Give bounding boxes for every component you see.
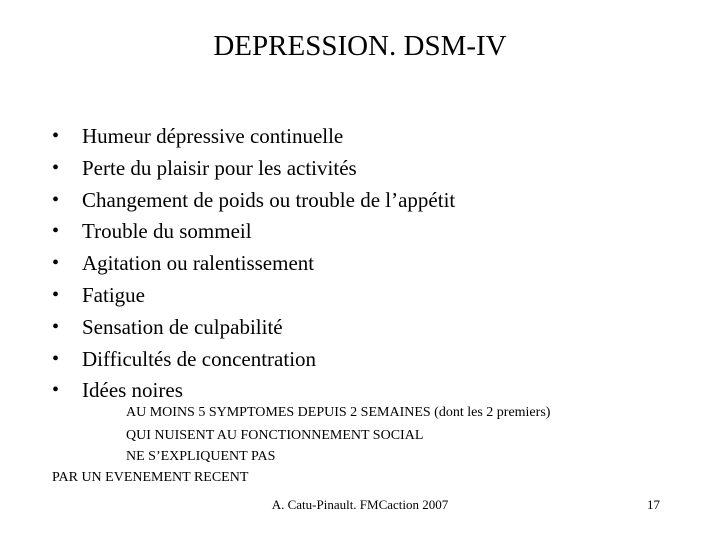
criteria-note-duration: AU MOINS 5 SYMPTOMES DEPUIS 2 SEMAINES (dont les 2 premiers) bbox=[126, 405, 551, 420]
bullet-icon: • bbox=[52, 315, 60, 338]
list-item-text: Idées noires bbox=[82, 378, 183, 403]
bullet-icon: • bbox=[52, 283, 60, 306]
footer-credit: A. Catu-Pinault. FMCaction 2007 bbox=[271, 497, 449, 512]
bullet-icon: • bbox=[52, 125, 60, 147]
bullet-icon: • bbox=[52, 379, 60, 402]
bullet-icon: • bbox=[52, 188, 60, 211]
list-item-text: Perte du plaisir pour les activités bbox=[82, 155, 357, 180]
bullet-icon: • bbox=[52, 156, 60, 179]
criteria-note-event: PAR UN EVENEMENT RECENT bbox=[52, 470, 249, 485]
list-item-text: Changement de poids ou trouble de l’appétit bbox=[82, 187, 456, 212]
list-item-text: Difficultés de concentration bbox=[82, 346, 317, 371]
list-item-text: Trouble du sommeil bbox=[82, 219, 252, 244]
list-item-text: Humeur dépressive continuelle bbox=[82, 124, 344, 148]
list-item-text: Fatigue bbox=[82, 282, 145, 307]
criteria-note-social: QUI NUISENT AU FONCTIONNEMENT SOCIAL bbox=[126, 428, 424, 443]
bullet-icon: • bbox=[52, 347, 60, 370]
bullet-icon: • bbox=[52, 252, 60, 275]
bullet-icon: • bbox=[52, 220, 60, 243]
criteria-note-exclusion: NE S’EXPLIQUENT PAS bbox=[126, 449, 276, 464]
list-item-text: Sensation de culpabilité bbox=[82, 314, 283, 339]
list-item-text: Agitation ou ralentissement bbox=[82, 251, 315, 276]
page-number: 17 bbox=[647, 497, 660, 512]
slide-title: DEPRESSION. DSM-IV bbox=[213, 30, 507, 62]
